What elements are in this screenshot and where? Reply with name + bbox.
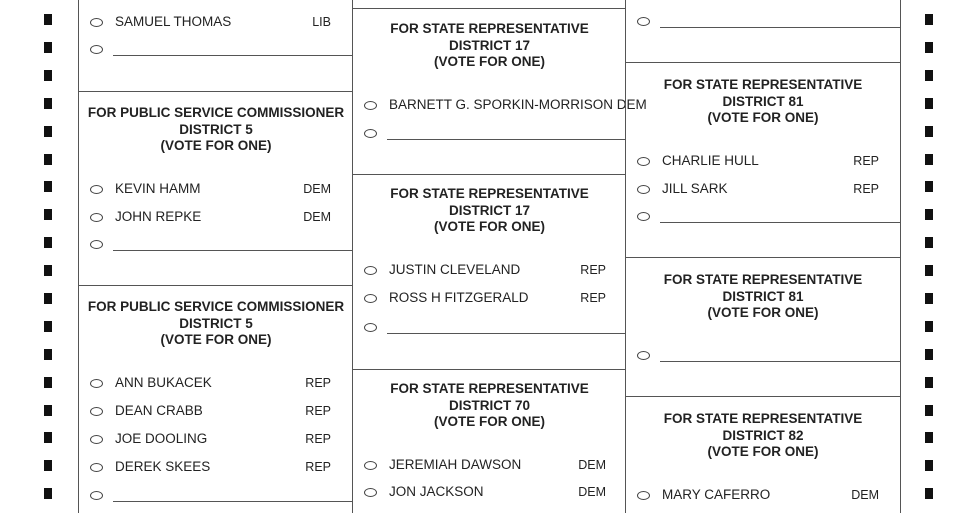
contest-divider (353, 174, 626, 175)
contest-title: FOR STATE REPRESENTATIVE (390, 21, 589, 36)
candidate-row (353, 457, 626, 477)
vote-oval[interactable] (90, 45, 103, 54)
vote-oval[interactable] (364, 461, 377, 470)
left-timing-marks (44, 0, 54, 513)
vote-oval[interactable] (637, 185, 650, 194)
vote-instruction: (VOTE FOR ONE) (434, 414, 545, 429)
vote-oval[interactable] (364, 294, 377, 303)
contest-district: DISTRICT 82 (722, 427, 804, 443)
candidate-row (79, 181, 353, 201)
write-in-line[interactable] (387, 139, 626, 140)
candidate-name: JILL SARK (662, 181, 728, 196)
write-in-line[interactable] (660, 222, 900, 223)
candidate-row (79, 14, 353, 34)
vote-oval[interactable] (637, 351, 650, 360)
contest-district: DISTRICT 70 (448, 397, 530, 413)
contest-header (353, 21, 626, 71)
candidate-name: JOE DOOLING (115, 431, 208, 446)
contest-header (626, 272, 900, 322)
timing-mark (44, 321, 52, 332)
contest-header (353, 381, 626, 431)
write-in-row (79, 41, 353, 61)
contest-district: DISTRICT 81 (722, 93, 804, 109)
party-label: LIB (312, 15, 331, 29)
timing-mark (44, 126, 52, 137)
write-in-row (353, 125, 626, 145)
vote-oval[interactable] (90, 407, 103, 416)
vote-instruction: (VOTE FOR ONE) (707, 305, 819, 320)
candidate-name: KEVIN HAMM (115, 181, 201, 196)
timing-mark (925, 377, 933, 388)
candidate-name: DEAN CRABB (115, 403, 203, 418)
candidate-row (79, 403, 353, 423)
timing-mark (44, 349, 52, 360)
candidate-name: JOHN REPKE (115, 209, 202, 224)
timing-mark (44, 42, 52, 53)
contest-header (79, 299, 353, 349)
timing-mark (925, 265, 933, 276)
contest-title: FOR STATE REPRESENTATIVE (663, 77, 863, 92)
party-label: REP (580, 263, 606, 277)
contest-district: DISTRICT 5 (179, 121, 253, 137)
candidate-row (626, 181, 900, 201)
party-label: DEM (303, 210, 331, 224)
candidate-row (79, 431, 353, 451)
candidate-row (79, 459, 353, 479)
timing-mark (925, 460, 933, 471)
candidate-name: ANN BUKACEK (115, 375, 212, 390)
vote-instruction: (VOTE FOR ONE) (434, 54, 545, 69)
vote-oval[interactable] (90, 491, 103, 500)
vote-instruction: (VOTE FOR ONE) (160, 138, 272, 153)
timing-mark (44, 460, 52, 471)
vote-oval[interactable] (637, 17, 650, 26)
vote-oval[interactable] (90, 379, 103, 388)
contest-title: FOR STATE REPRESENTATIVE (390, 381, 589, 396)
contest-district: DISTRICT 17 (448, 37, 530, 53)
vote-instruction: (VOTE FOR ONE) (707, 110, 819, 125)
timing-mark (925, 432, 933, 443)
timing-mark (925, 293, 933, 304)
contest-divider (353, 369, 626, 370)
candidate-row (79, 209, 353, 229)
party-label: REP (853, 154, 879, 168)
write-in-row (626, 13, 900, 33)
timing-mark (925, 14, 933, 25)
candidate-name: JUSTIN CLEVELAND (389, 262, 521, 277)
vote-instruction: (VOTE FOR ONE) (434, 219, 545, 234)
contest-header (353, 186, 626, 236)
timing-mark (44, 377, 52, 388)
timing-mark (925, 237, 933, 248)
vote-oval[interactable] (364, 129, 377, 138)
timing-mark (44, 405, 52, 416)
timing-mark (925, 209, 933, 220)
write-in-row (626, 347, 900, 367)
write-in-row (626, 208, 900, 228)
vote-instruction: (VOTE FOR ONE) (707, 444, 819, 459)
right-timing-marks (925, 0, 935, 513)
vote-oval[interactable] (364, 266, 377, 275)
candidate-name: ROSS H FITZGERALD (389, 290, 529, 305)
vote-oval[interactable] (90, 240, 103, 249)
timing-mark (925, 181, 933, 192)
contest-district: DISTRICT 5 (179, 315, 253, 331)
timing-mark (925, 70, 933, 81)
ballot-column-2 (352, 0, 647, 513)
candidate-name: DEREK SKEES (115, 459, 211, 474)
timing-mark (44, 237, 52, 248)
timing-mark (44, 154, 52, 165)
vote-oval[interactable] (90, 435, 103, 444)
write-in-row (79, 487, 353, 507)
candidate-row (353, 97, 647, 117)
timing-mark (44, 209, 52, 220)
contest-title: FOR STATE REPRESENTATIVE (390, 186, 589, 201)
timing-mark (925, 488, 933, 499)
contest-divider (626, 257, 900, 258)
timing-mark (44, 70, 52, 81)
timing-mark (44, 488, 52, 499)
timing-mark (925, 405, 933, 416)
timing-mark (44, 98, 52, 109)
ballot-column-3 (625, 0, 901, 513)
contest-title: FOR PUBLIC SERVICE COMMISSIONER (87, 105, 345, 120)
party-label: REP (580, 291, 606, 305)
candidate-name: CHARLIE HULL (662, 153, 759, 168)
party-label: REP (305, 432, 331, 446)
candidate-row (626, 487, 900, 507)
write-in-line[interactable] (113, 250, 353, 251)
contest-district: DISTRICT 81 (722, 288, 804, 304)
timing-mark (44, 181, 52, 192)
contest-title: FOR PUBLIC SERVICE COMMISSIONER (87, 299, 345, 314)
party-label: DEM (851, 488, 879, 502)
timing-mark (44, 14, 52, 25)
candidate-name: SAMUEL THOMAS (115, 14, 232, 29)
vote-oval[interactable] (90, 185, 103, 194)
write-in-line[interactable] (660, 27, 900, 28)
party-label: REP (305, 404, 331, 418)
timing-mark (925, 42, 933, 53)
vote-oval[interactable] (90, 463, 103, 472)
contest-divider (353, 8, 626, 9)
vote-oval[interactable] (637, 491, 650, 500)
ballot-column-1 (78, 0, 353, 513)
contest-divider (79, 285, 353, 286)
contest-title: FOR STATE REPRESENTATIVE (663, 411, 863, 426)
contest-divider (626, 62, 900, 63)
write-in-line[interactable] (387, 333, 626, 334)
vote-oval[interactable] (364, 101, 377, 110)
candidate-row (353, 290, 626, 310)
vote-oval[interactable] (637, 157, 650, 166)
vote-oval[interactable] (364, 323, 377, 332)
contest-header (626, 77, 900, 127)
party-label: DEM (303, 182, 331, 196)
write-in-row (79, 236, 353, 256)
vote-oval[interactable] (637, 212, 650, 221)
write-in-line[interactable] (113, 501, 353, 502)
party-label: DEM (578, 485, 606, 499)
candidate-name: JON JACKSON (389, 484, 484, 499)
timing-mark (925, 154, 933, 165)
write-in-row (353, 319, 626, 339)
vote-oval[interactable] (90, 18, 103, 27)
contest-divider (626, 396, 900, 397)
candidate-row (353, 484, 626, 504)
candidate-name: BARNETT G. SPORKIN-MORRISON DEM (389, 97, 647, 112)
contest-title: FOR STATE REPRESENTATIVE (663, 272, 863, 287)
timing-mark (925, 98, 933, 109)
candidate-row (626, 153, 900, 173)
timing-mark (925, 126, 933, 137)
vote-instruction: (VOTE FOR ONE) (160, 332, 272, 347)
vote-oval[interactable] (90, 213, 103, 222)
contest-divider (79, 91, 353, 92)
timing-mark (44, 432, 52, 443)
contest-district: DISTRICT 17 (448, 202, 530, 218)
party-label: DEM (578, 458, 606, 472)
vote-oval[interactable] (364, 488, 377, 497)
candidate-row (79, 375, 353, 395)
party-label: REP (853, 182, 879, 196)
candidate-name: MARY CAFERRO (662, 487, 771, 502)
timing-mark (925, 349, 933, 360)
timing-mark (44, 293, 52, 304)
timing-mark (925, 321, 933, 332)
write-in-line[interactable] (660, 361, 900, 362)
timing-mark (44, 265, 52, 276)
candidate-name: JEREMIAH DAWSON (389, 457, 522, 472)
party-label: REP (305, 376, 331, 390)
write-in-line[interactable] (113, 55, 353, 56)
contest-header (626, 411, 900, 461)
contest-header (79, 105, 353, 155)
candidate-row (353, 262, 626, 282)
party-label: REP (305, 460, 331, 474)
